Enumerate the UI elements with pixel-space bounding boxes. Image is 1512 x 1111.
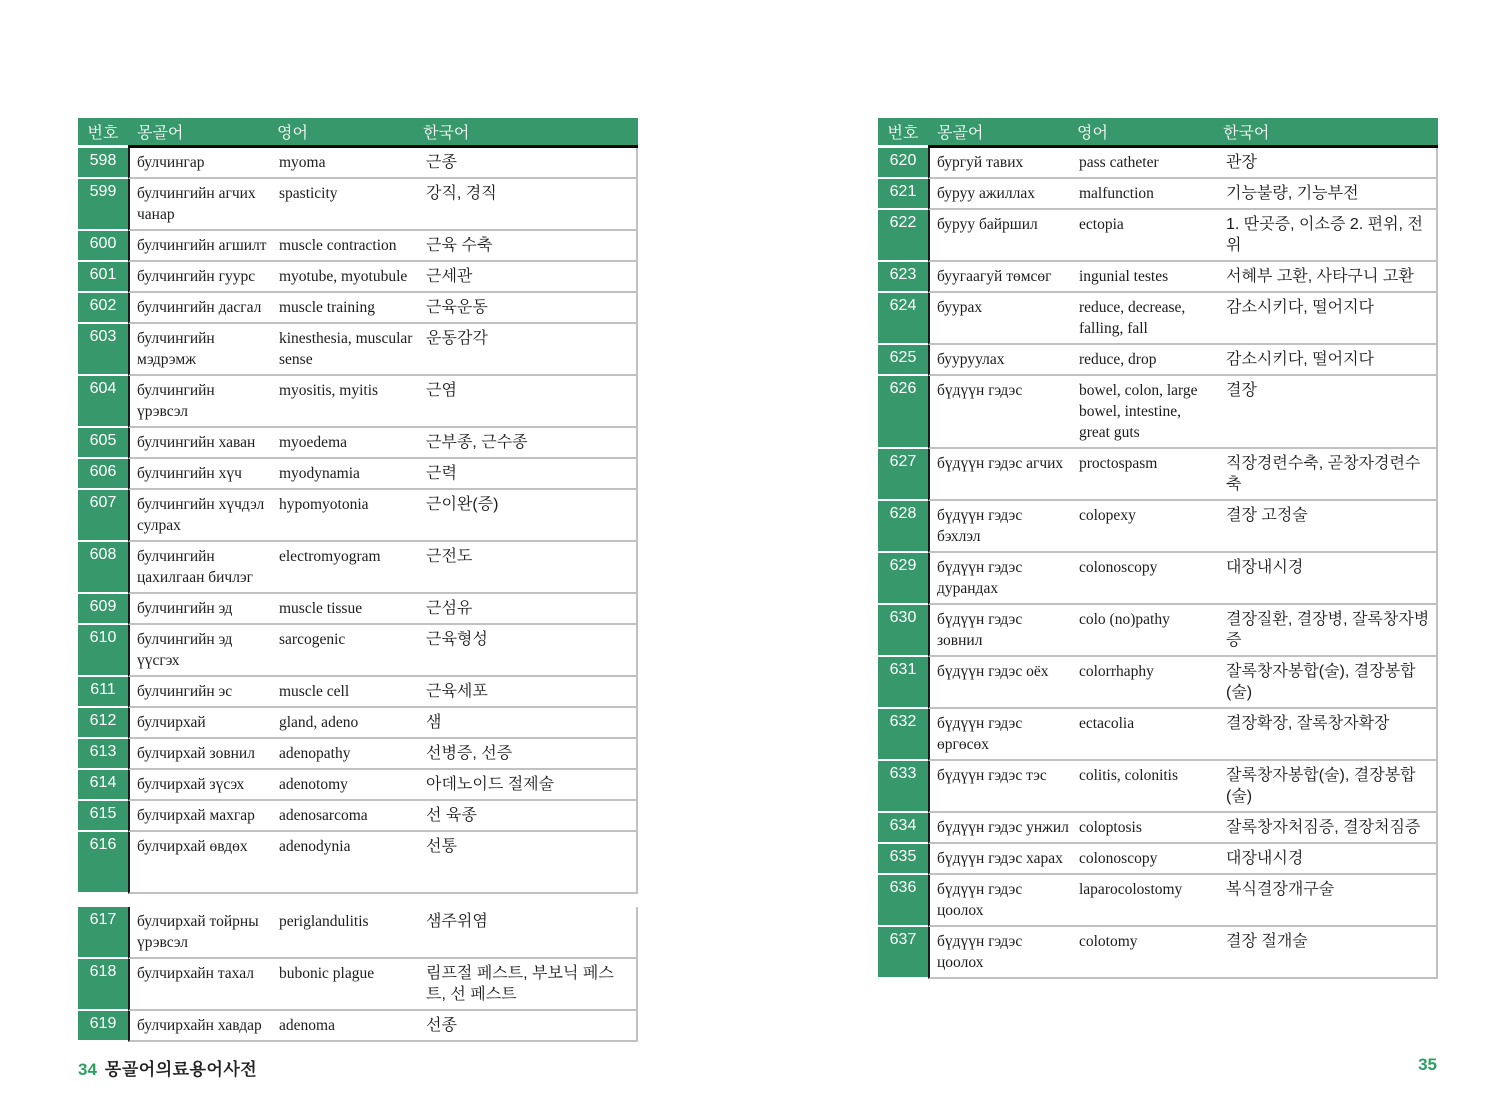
english-cell: myoedema <box>279 434 348 451</box>
term-row <box>78 179 638 231</box>
row-number-cell: 605 <box>78 428 128 459</box>
term-row <box>878 657 1438 709</box>
row-content <box>128 542 638 594</box>
term-row <box>78 490 638 542</box>
row-content <box>128 179 638 231</box>
column-header-english: 영어 <box>277 125 308 142</box>
korean-cell: 근염 <box>426 382 457 399</box>
mongolian-cell: бургуй тавих <box>937 154 1024 171</box>
row-content <box>128 770 638 801</box>
korean-cell: 감소시키다, 떨어지다 <box>1226 299 1374 316</box>
row-number-cell: 618 <box>78 959 128 1011</box>
row-content <box>128 739 638 770</box>
column-header-number: 번호 <box>878 118 928 148</box>
term-row <box>878 501 1438 553</box>
column-header-mongolian: 몽골어 <box>137 125 184 142</box>
row-content <box>928 553 1438 605</box>
term-row <box>878 875 1438 927</box>
mongolian-cell: бүдүүн гэдэс бэхлэл <box>937 507 1023 545</box>
mongolian-cell: булчингийн агчих чанар <box>137 185 256 223</box>
mongolian-cell: булчирхайн хавдар <box>137 1017 262 1034</box>
mongolian-cell: бүдүүн гэдэс агчих <box>937 455 1064 472</box>
korean-cell: 근전도 <box>426 548 473 565</box>
english-cell: colo (no)pathy <box>1079 611 1170 628</box>
english-cell: colonoscopy <box>1079 850 1158 867</box>
mongolian-cell: булчирхай махгар <box>137 807 255 824</box>
column-header-korean: 한국어 <box>423 125 470 142</box>
korean-cell: 림프절 페스트, 부보닉 페스트, 선 페스트 <box>426 965 614 1003</box>
english-cell: ectopia <box>1079 216 1124 233</box>
mongolian-cell: бүдүүн гэдэс өргөсөх <box>937 715 1023 753</box>
row-number-cell: 636 <box>878 875 928 927</box>
row-content <box>928 210 1438 262</box>
row-number-cell: 601 <box>78 262 128 293</box>
term-row <box>78 293 638 324</box>
left-term-table <box>78 118 638 1042</box>
english-cell: adenodynia <box>279 838 351 855</box>
english-cell: proctospasm <box>1079 455 1158 472</box>
row-number-cell: 628 <box>878 501 928 553</box>
korean-cell: 복식결장개구술 <box>1226 881 1335 898</box>
english-cell: coloptosis <box>1079 819 1142 836</box>
row-content <box>928 262 1438 293</box>
term-row <box>78 262 638 293</box>
english-cell: sarcogenic <box>279 631 346 648</box>
row-number-cell: 612 <box>78 708 128 739</box>
term-row <box>878 345 1438 376</box>
mongolian-cell: булчингийн гуурс <box>137 268 256 285</box>
row-number-cell: 598 <box>78 148 128 179</box>
row-content <box>128 677 638 708</box>
term-row <box>878 927 1438 979</box>
row-content <box>928 761 1438 813</box>
korean-cell: 근육 수축 <box>426 237 493 254</box>
row-content <box>928 605 1438 657</box>
term-row <box>78 459 638 490</box>
term-row <box>78 376 638 428</box>
korean-cell: 근이완(증) <box>426 496 499 513</box>
korean-cell: 근종 <box>426 154 457 171</box>
column-header-korean: 한국어 <box>1223 125 1270 142</box>
english-cell: hypomyotonia <box>279 496 369 513</box>
mongolian-cell: бүдүүн гэдэс цоолох <box>937 881 1023 919</box>
english-cell: malfunction <box>1079 185 1154 202</box>
term-row <box>78 770 638 801</box>
column-header-number: 번호 <box>78 118 128 148</box>
korean-cell: 결장 고정술 <box>1226 507 1308 524</box>
mongolian-cell: булчингийн хүчдэл сулрах <box>137 496 265 534</box>
row-content <box>928 657 1438 709</box>
row-number-cell: 609 <box>78 594 128 625</box>
row-number-cell: 607 <box>78 490 128 542</box>
term-row <box>78 907 638 959</box>
row-number-cell: 626 <box>878 376 928 449</box>
english-cell: colopexy <box>1079 507 1136 524</box>
row-number-cell: 627 <box>878 449 928 501</box>
term-row <box>878 761 1438 813</box>
row-number-cell: 619 <box>78 1011 128 1042</box>
row-content <box>928 345 1438 376</box>
row-content <box>128 832 638 894</box>
left-table-rows <box>78 148 638 1042</box>
english-cell: periglandulitis <box>279 913 369 930</box>
row-content <box>128 231 638 262</box>
term-row <box>78 231 638 262</box>
mongolian-cell: булчингийн цахилгаан бичлэг <box>137 548 253 586</box>
row-number-cell: 634 <box>878 813 928 844</box>
english-cell: adenopathy <box>279 745 351 762</box>
row-number-cell: 621 <box>878 179 928 210</box>
right-table-header-labels <box>928 118 1438 148</box>
korean-cell: 근부종, 근수종 <box>426 434 528 451</box>
row-content <box>128 293 638 324</box>
row-number-cell: 620 <box>878 148 928 179</box>
korean-cell: 근육세포 <box>426 683 488 700</box>
korean-cell: 직장경련수축, 곧창자경련수축 <box>1226 455 1421 493</box>
mongolian-cell: бүдүүн гэдэс <box>937 382 1023 399</box>
korean-cell: 관장 <box>1226 154 1257 171</box>
mongolian-cell: бүдүүн гэдэс дурандах <box>937 559 1023 597</box>
column-header-english: 영어 <box>1077 125 1108 142</box>
english-cell: colorrhaphy <box>1079 663 1154 680</box>
mongolian-cell: бүдүүн гэдэс цоолох <box>937 933 1023 971</box>
term-row <box>78 739 638 770</box>
row-number-cell: 604 <box>78 376 128 428</box>
mongolian-cell: булчингийн агшилт <box>137 237 267 254</box>
term-row <box>78 148 638 179</box>
row-number-cell: 608 <box>78 542 128 594</box>
english-cell: reduce, drop <box>1079 351 1157 368</box>
korean-cell: 결장 절개술 <box>1226 933 1308 950</box>
row-content <box>128 959 638 1011</box>
row-number-cell: 623 <box>878 262 928 293</box>
mongolian-cell: булчингийн мэдрэмж <box>137 330 215 368</box>
english-cell: bubonic plague <box>279 965 375 982</box>
english-cell: myotube, myotubule <box>279 268 408 285</box>
korean-cell: 결장질환, 결장병, 잘록창자병증 <box>1226 611 1430 649</box>
english-cell: electromyogram <box>279 548 381 565</box>
mongolian-cell: булчирхай зовнил <box>137 745 255 762</box>
korean-cell: 샘주위염 <box>426 913 488 930</box>
term-row <box>78 708 638 739</box>
row-number-cell: 632 <box>878 709 928 761</box>
mongolian-cell: булчингийн дасгал <box>137 299 262 316</box>
row-number-cell: 630 <box>878 605 928 657</box>
row-content <box>128 324 638 376</box>
row-number-cell: 637 <box>878 927 928 979</box>
mongolian-cell: бүдүүн гэдэс зовнил <box>937 611 1023 649</box>
row-content <box>928 875 1438 927</box>
row-content <box>128 148 638 179</box>
term-row <box>878 262 1438 293</box>
english-cell: muscle training <box>279 299 375 316</box>
korean-cell: 근육형성 <box>426 631 488 648</box>
korean-cell: 근육운동 <box>426 299 488 316</box>
korean-cell: 잘록창자봉합(술), 결장봉합(술) <box>1226 663 1416 701</box>
mongolian-cell: булчингийн хүч <box>137 465 242 482</box>
mongolian-cell: булчирхай тойрны үрэвсэл <box>137 913 259 951</box>
row-number-cell: 611 <box>78 677 128 708</box>
korean-cell: 운동감각 <box>426 330 488 347</box>
row-number-cell: 602 <box>78 293 128 324</box>
term-row <box>878 553 1438 605</box>
row-number-cell: 631 <box>878 657 928 709</box>
english-cell: reduce, decrease, falling, fall <box>1079 299 1186 337</box>
korean-cell: 결장 <box>1226 382 1257 399</box>
term-row <box>78 594 638 625</box>
mongolian-cell: буурах <box>937 299 983 316</box>
right-table-header <box>878 118 1438 148</box>
left-page-footer <box>78 1055 257 1080</box>
row-content <box>128 907 638 959</box>
mongolian-cell: булчингар <box>137 154 205 171</box>
row-number-cell: 617 <box>78 907 128 959</box>
row-number-cell: 633 <box>878 761 928 813</box>
term-row <box>878 148 1438 179</box>
mongolian-cell: буруу байршил <box>937 216 1038 233</box>
row-content <box>128 262 638 293</box>
row-content <box>128 708 638 739</box>
row-content <box>928 148 1438 179</box>
term-row <box>78 428 638 459</box>
mongolian-cell: булчингийн эс <box>137 683 233 700</box>
right-page-number: 35 <box>1418 1055 1437 1074</box>
english-cell: muscle cell <box>279 683 350 700</box>
korean-cell: 선종 <box>426 1017 457 1034</box>
row-number-cell: 615 <box>78 801 128 832</box>
row-content <box>128 490 638 542</box>
english-cell: colitis, colonitis <box>1079 767 1179 784</box>
row-content <box>928 179 1438 210</box>
korean-cell: 대장내시경 <box>1226 559 1304 576</box>
english-cell: adenotomy <box>279 776 348 793</box>
korean-cell: 선병증, 선증 <box>426 745 513 762</box>
left-table-header <box>78 118 638 148</box>
term-row <box>78 324 638 376</box>
row-content <box>928 927 1438 979</box>
right-table-rows <box>878 148 1438 979</box>
right-page-footer <box>1418 1055 1437 1075</box>
row-content <box>928 844 1438 875</box>
row-content <box>128 625 638 677</box>
mongolian-cell: бүдүүн гэдэс тэс <box>937 767 1047 784</box>
column-header-mongolian: 몽골어 <box>937 125 984 142</box>
english-cell: adenosarcoma <box>279 807 368 824</box>
row-content <box>128 1011 638 1042</box>
row-content <box>928 813 1438 844</box>
row-number-cell: 614 <box>78 770 128 801</box>
mongolian-cell: булчингийн эд <box>137 600 233 617</box>
row-number-cell: 622 <box>878 210 928 262</box>
row-content <box>928 449 1438 501</box>
left-table-header-labels <box>128 118 638 148</box>
english-cell: pass catheter <box>1079 154 1159 171</box>
english-cell: myositis, myitis <box>279 382 379 399</box>
row-number-cell: 635 <box>878 844 928 875</box>
term-row <box>878 293 1438 345</box>
row-number-cell: 603 <box>78 324 128 376</box>
row-content <box>928 376 1438 449</box>
term-row <box>78 677 638 708</box>
english-cell: adenoma <box>279 1017 335 1034</box>
korean-cell: 샘 <box>426 714 442 731</box>
mongolian-cell: булчингийн хаван <box>137 434 256 451</box>
term-row <box>78 542 638 594</box>
korean-cell: 1. 딴곳증, 이소증 2. 편위, 전위 <box>1226 216 1423 254</box>
english-cell: gland, adeno <box>279 714 359 731</box>
term-row <box>878 376 1438 449</box>
term-row <box>78 1011 638 1042</box>
row-number-cell: 613 <box>78 739 128 770</box>
term-row <box>878 813 1438 844</box>
book-title: 몽골어의료용어사전 <box>104 1060 258 1079</box>
row-content <box>128 376 638 428</box>
right-term-table <box>878 118 1438 979</box>
term-row <box>878 210 1438 262</box>
mongolian-cell: булчингийн эд үүсгэх <box>137 631 233 669</box>
korean-cell: 잘록창자봉합(술), 결장봉합(술) <box>1226 767 1416 805</box>
row-number-cell: 610 <box>78 625 128 677</box>
korean-cell: 근세관 <box>426 268 473 285</box>
english-cell: colonoscopy <box>1079 559 1158 576</box>
english-cell: myoma <box>279 154 326 171</box>
korean-cell: 대장내시경 <box>1226 850 1304 867</box>
row-content <box>128 428 638 459</box>
term-row <box>78 625 638 677</box>
row-number-cell: 600 <box>78 231 128 262</box>
term-row <box>878 605 1438 657</box>
mongolian-cell: булчирхай өвдөх <box>137 838 248 855</box>
row-content <box>128 801 638 832</box>
korean-cell: 강직, 경직 <box>426 185 497 202</box>
term-row <box>78 959 638 1011</box>
row-number-cell: 599 <box>78 179 128 231</box>
mongolian-cell: булчирхай зүсэх <box>137 776 245 793</box>
korean-cell: 선통 <box>426 838 457 855</box>
term-row <box>78 801 638 832</box>
row-number-cell: 616 <box>78 832 128 894</box>
row-content <box>128 594 638 625</box>
row-content <box>928 501 1438 553</box>
korean-cell: 감소시키다, 떨어지다 <box>1226 351 1374 368</box>
korean-cell: 잘록창자처짐증, 결장처짐증 <box>1226 819 1421 836</box>
korean-cell: 결장확장, 잘록창자확장 <box>1226 715 1390 732</box>
term-row <box>878 449 1438 501</box>
korean-cell: 근력 <box>426 465 457 482</box>
row-number-cell: 624 <box>878 293 928 345</box>
mongolian-cell: булчирхайн тахал <box>137 965 254 982</box>
mongolian-cell: бууруулах <box>937 351 1005 368</box>
term-row <box>878 179 1438 210</box>
english-cell: spasticity <box>279 185 338 202</box>
term-row <box>878 844 1438 875</box>
english-cell: kinesthesia, muscular sense <box>279 330 413 368</box>
english-cell: colotomy <box>1079 933 1138 950</box>
english-cell: muscle contraction <box>279 237 397 254</box>
mongolian-cell: буугаагуй төмсөг <box>937 268 1052 285</box>
term-row <box>78 832 638 894</box>
row-number-cell: 625 <box>878 345 928 376</box>
korean-cell: 근섬유 <box>426 600 473 617</box>
english-cell: ectacolia <box>1079 715 1135 732</box>
left-page-number: 34 <box>78 1060 97 1079</box>
row-number-cell: 629 <box>878 553 928 605</box>
mongolian-cell: бүдүүн гэдэс оёх <box>937 663 1049 680</box>
row-number-cell: 606 <box>78 459 128 490</box>
term-row <box>878 709 1438 761</box>
korean-cell: 선 육종 <box>426 807 477 824</box>
mongolian-cell: буруу ажиллах <box>937 185 1035 202</box>
row-content <box>928 709 1438 761</box>
korean-cell: 서혜부 고환, 사타구니 고환 <box>1226 268 1414 285</box>
mongolian-cell: булчирхай <box>137 714 206 731</box>
english-cell: bowel, colon, large bowel, intestine, great guts <box>1079 382 1198 441</box>
row-content <box>128 459 638 490</box>
mongolian-cell: бүдүүн гэдэс унжил <box>937 819 1069 836</box>
mongolian-cell: бүдүүн гэдэс харах <box>937 850 1063 867</box>
english-cell: ingunial testes <box>1079 268 1169 285</box>
mongolian-cell: булчингийн үрэвсэл <box>137 382 215 420</box>
english-cell: myodynamia <box>279 465 360 482</box>
korean-cell: 기능불량, 기능부전 <box>1226 185 1359 202</box>
english-cell: muscle tissue <box>279 600 363 617</box>
korean-cell: 아데노이드 절제술 <box>426 776 555 793</box>
row-content <box>928 293 1438 345</box>
english-cell: laparocolostomy <box>1079 881 1183 898</box>
